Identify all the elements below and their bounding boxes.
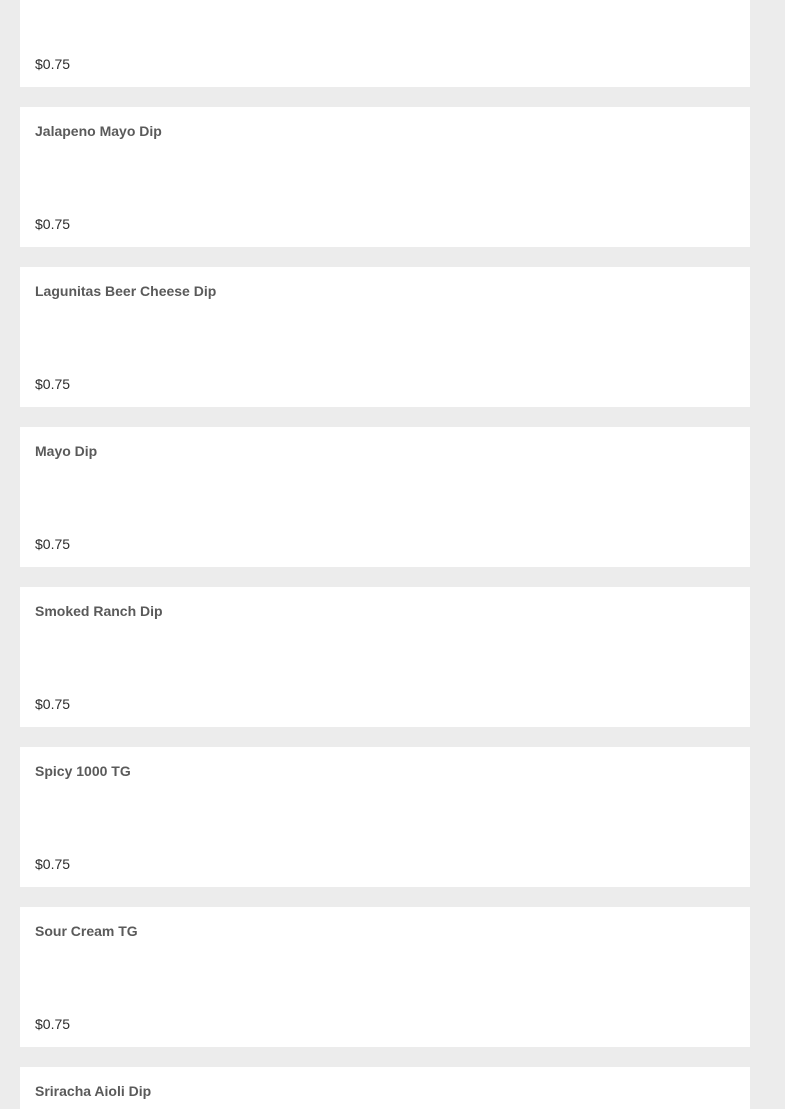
menu-item-card[interactable] (20, 1067, 750, 1109)
menu-item-list (20, 0, 750, 1109)
menu-item-name: Sriracha Aioli Dip (35, 1083, 152, 1099)
menu-item-price: $0.75 (35, 536, 71, 552)
menu-item-price: $0.75 (35, 856, 71, 872)
menu-item-price: $0.75 (35, 376, 71, 392)
menu-item-card[interactable] (20, 0, 750, 87)
menu-item-name: Lagunitas Beer Cheese Dip (35, 283, 217, 299)
menu-item-card[interactable] (20, 267, 750, 407)
menu-item-card[interactable] (20, 427, 750, 567)
menu-item-name: Jalapeno Mayo Dip (35, 123, 162, 139)
menu-item-price: $0.75 (35, 216, 71, 232)
menu-item-price: $0.75 (35, 1016, 71, 1032)
menu-item-price: $0.75 (35, 56, 71, 72)
menu-item-card[interactable] (20, 107, 750, 247)
menu-item-name: Smoked Ranch Dip (35, 603, 163, 619)
menu-item-name: Spicy 1000 TG (35, 763, 131, 779)
menu-item-card[interactable] (20, 587, 750, 727)
menu-item-card[interactable] (20, 907, 750, 1047)
menu-item-price: $0.75 (35, 696, 71, 712)
menu-item-name: Sour Cream TG (35, 923, 138, 939)
menu-item-card[interactable] (20, 747, 750, 887)
menu-item-name: Mayo Dip (35, 443, 98, 459)
